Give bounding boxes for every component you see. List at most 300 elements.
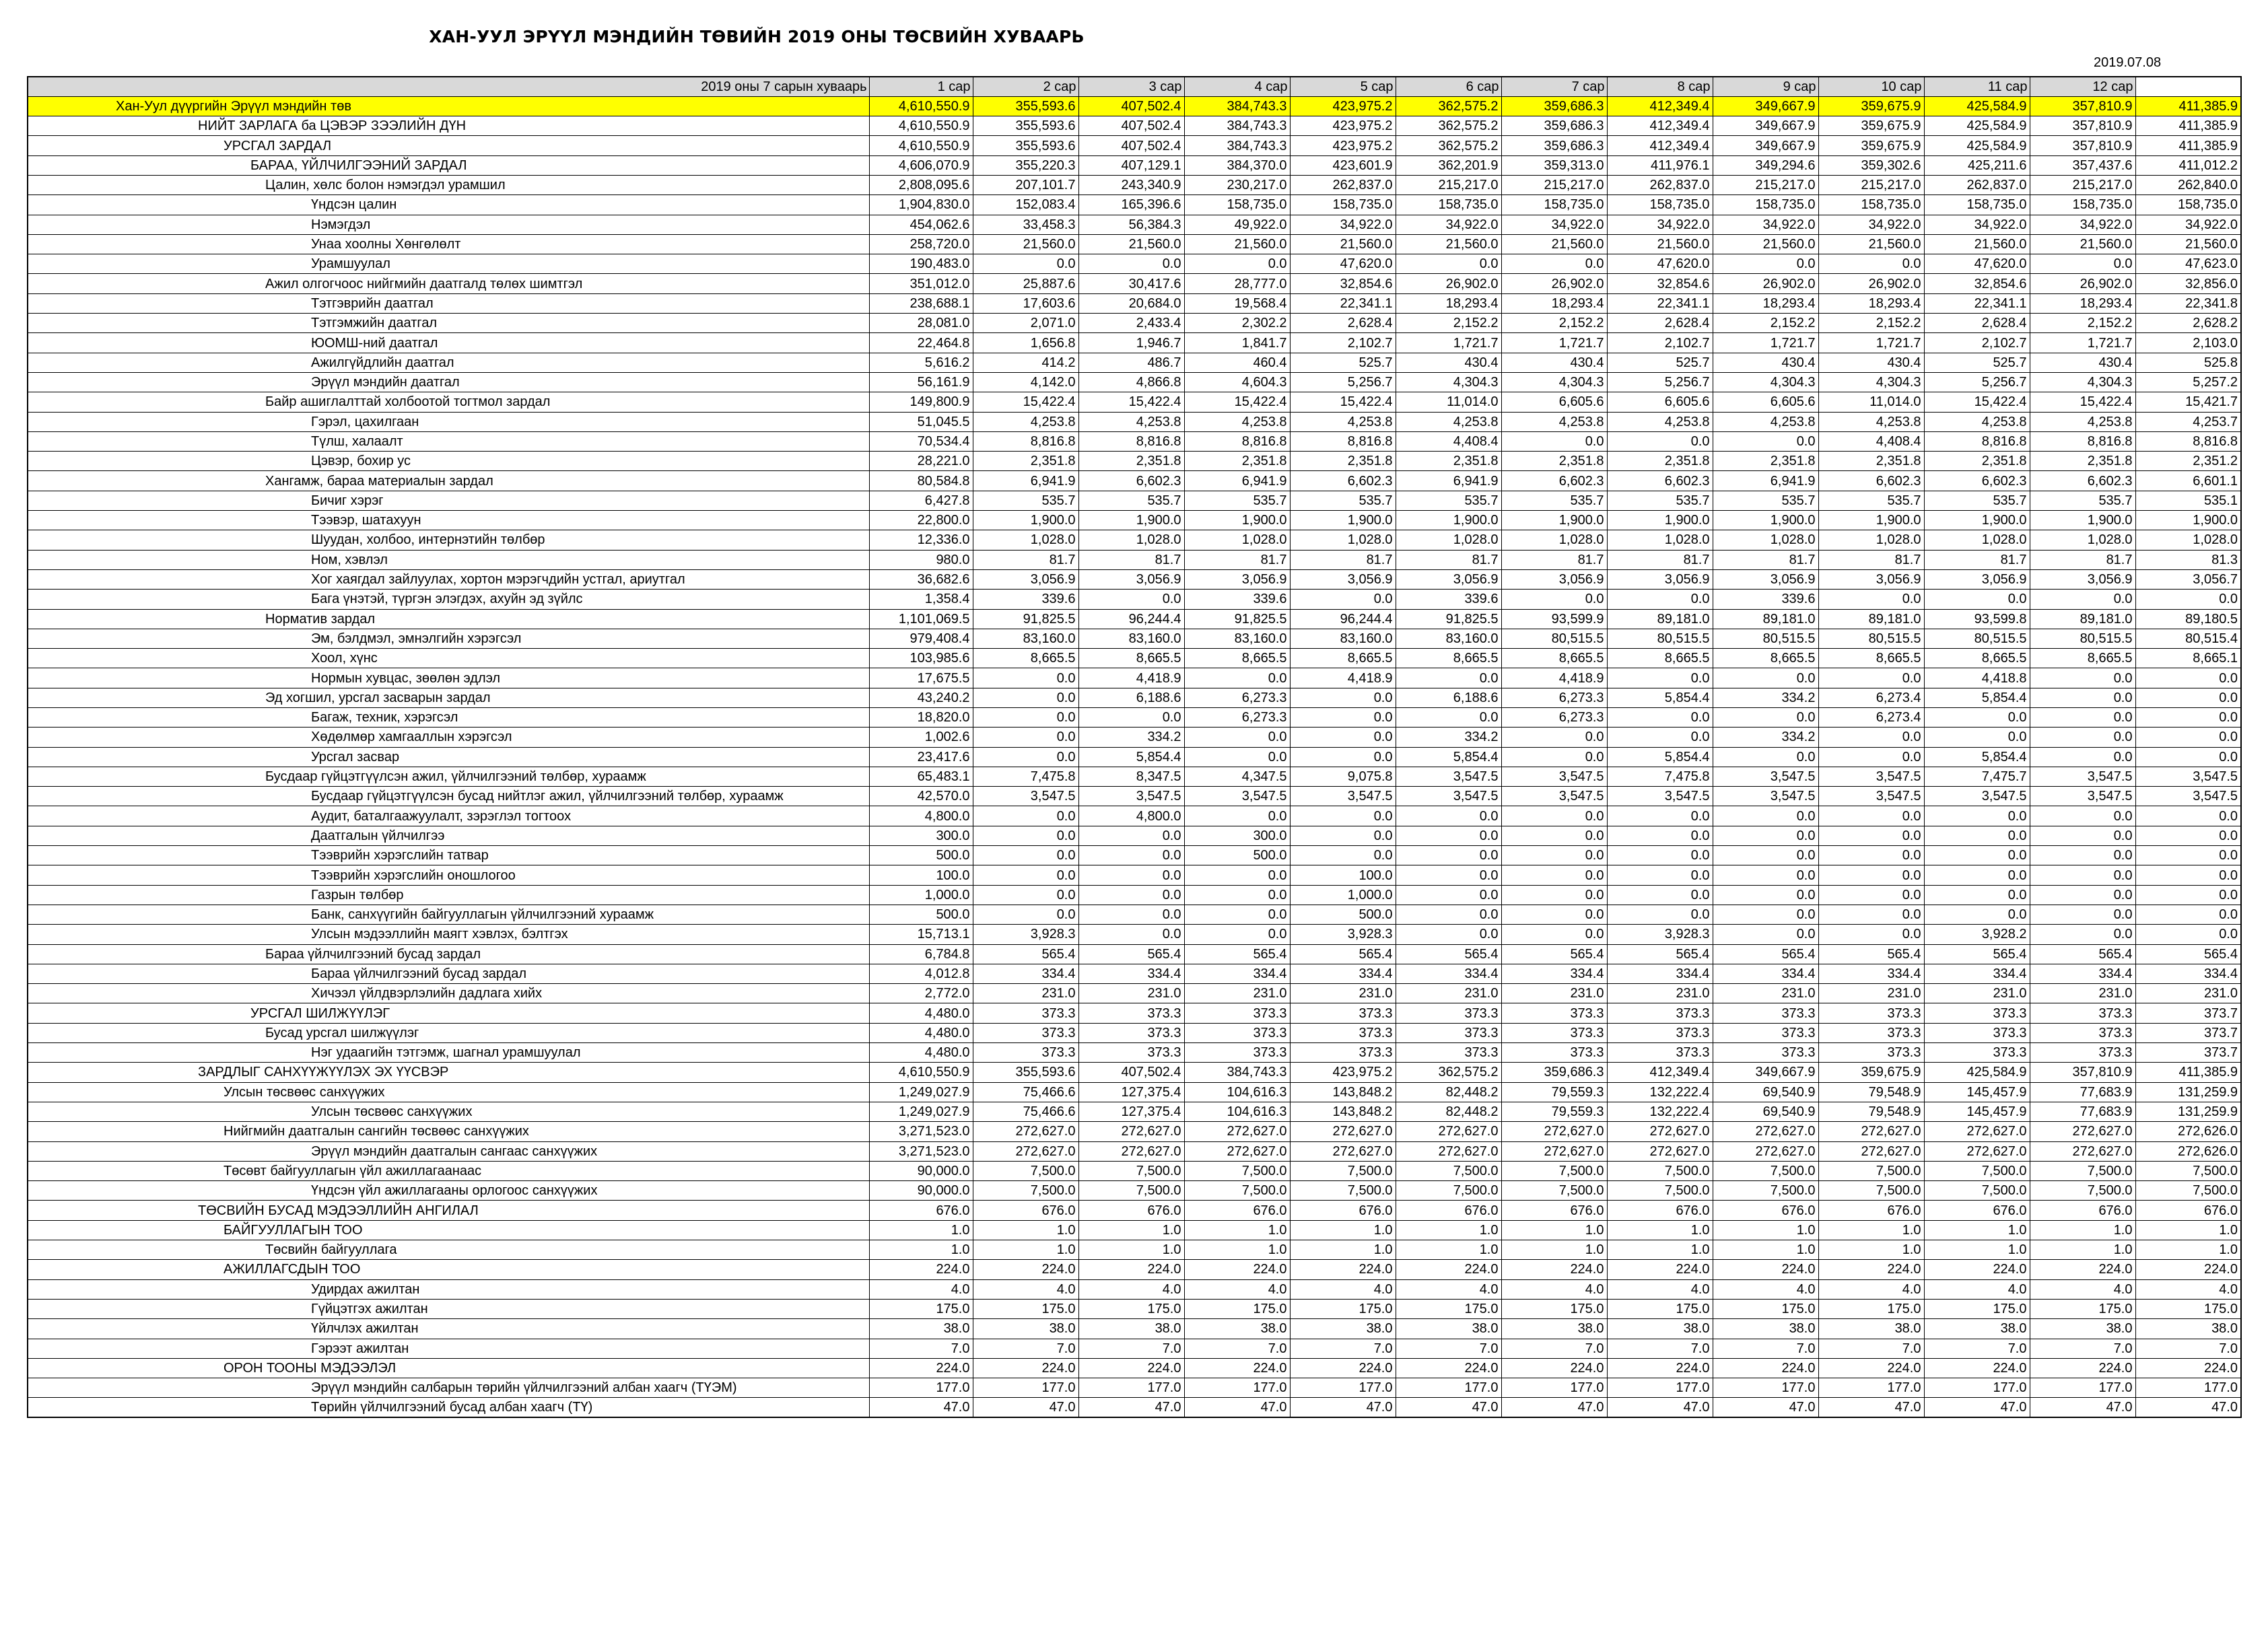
month-value-cell: 262,840.0 (2135, 175, 2241, 194)
month-value-cell: 423,975.2 (1290, 1063, 1396, 1082)
month-value-cell: 7.0 (1818, 1339, 1924, 1358)
month-value-cell: 4,253.8 (1396, 412, 1501, 431)
month-value-cell: 565.4 (1396, 944, 1501, 964)
month-value-cell: 132,222.4 (1607, 1082, 1713, 1102)
month-value-cell: 565.4 (2135, 944, 2241, 964)
month-value-cell: 535.7 (1501, 491, 1607, 510)
month-value-cell: 373.3 (1818, 1003, 1924, 1023)
month-value-cell: 1,028.0 (973, 530, 1078, 550)
month-value-cell: 3,056.9 (1396, 569, 1501, 589)
month-value-cell: 177.0 (2030, 1378, 2135, 1398)
month-value-cell: 373.3 (1924, 1043, 2030, 1063)
month-value-cell: 0.0 (1818, 846, 1924, 865)
month-value-cell: 6,941.9 (1396, 471, 1501, 491)
month-value-cell: 373.3 (1924, 1023, 2030, 1042)
month-value-cell: 0.0 (973, 728, 1078, 747)
month-value-cell: 349,294.6 (1713, 155, 1818, 175)
month-value-cell: 525.7 (1290, 353, 1396, 372)
month-value-cell: 231.0 (1713, 984, 1818, 1003)
month-value-cell: 2,102.7 (1924, 333, 2030, 353)
month-value-cell: 0.0 (973, 668, 1078, 688)
month-value-cell: 2,628.4 (1607, 314, 1713, 333)
month-value-cell: 22,341.1 (1924, 293, 2030, 313)
month-value-cell: 373.3 (1713, 1003, 1818, 1023)
month-value-cell: 4.0 (973, 1279, 1078, 1299)
month-value-cell: 131,259.9 (2135, 1082, 2241, 1102)
row-label: Хөдөлмөр хамгааллын хэрэгсэл (28, 728, 869, 747)
row-label: Хичээл үйлдвэрлэлийн дадлага хийх (28, 984, 869, 1003)
month-value-cell: 15,422.4 (2030, 392, 2135, 412)
table-row (28, 372, 2241, 392)
table-row (28, 274, 2241, 293)
month-value-cell: 47.0 (973, 1398, 1078, 1417)
month-value-cell: 272,627.0 (1184, 1141, 1290, 1161)
header-month-cell: 8 сар (1607, 77, 1713, 96)
month-value-cell: 362,575.2 (1396, 136, 1501, 155)
month-value-cell: 334.4 (1501, 964, 1607, 983)
month-value-cell: 158,735.0 (1607, 195, 1713, 215)
row-label: Үндсэн үйл ажиллагааны орлогоос санхүүжих (28, 1181, 869, 1201)
month-value-cell: 423,975.2 (1290, 96, 1396, 116)
table-row (28, 1181, 2241, 1201)
month-value-cell: 272,627.0 (1607, 1122, 1713, 1141)
month-value-cell: 0.0 (1184, 925, 1290, 944)
month-value-cell: 165,396.6 (1078, 195, 1184, 215)
month-value-cell: 224.0 (2135, 1358, 2241, 1378)
month-value-cell: 158,735.0 (1713, 195, 1818, 215)
month-value-cell: 38.0 (973, 1319, 1078, 1339)
month-value-cell: 2,351.8 (973, 452, 1078, 471)
month-value-cell: 75,466.6 (973, 1082, 1078, 1102)
month-value-cell: 26,902.0 (2030, 274, 2135, 293)
month-value-cell: 4.0 (1818, 1279, 1924, 1299)
row-label: Удирдах ажилтан (28, 1279, 869, 1299)
annual-total-cell: 1,000.0 (869, 885, 973, 905)
month-value-cell: 355,593.6 (973, 96, 1078, 116)
month-value-cell: 0.0 (1290, 806, 1396, 826)
month-value-cell: 0.0 (1713, 254, 1818, 274)
document-date: 2019.07.08 (2094, 55, 2162, 70)
month-value-cell: 1,721.7 (1396, 333, 1501, 353)
month-value-cell: 100.0 (1290, 865, 1396, 885)
annual-total-cell: 22,800.0 (869, 511, 973, 530)
month-value-cell: 1,900.0 (1501, 511, 1607, 530)
month-value-cell: 22,341.1 (1607, 293, 1713, 313)
month-value-cell: 7,500.0 (1924, 1181, 2030, 1201)
month-value-cell: 152,083.4 (973, 195, 1078, 215)
annual-total-cell: 4,610,550.9 (869, 96, 973, 116)
row-label: Бараа үйлчилгээний бусад зардал (28, 944, 869, 964)
month-value-cell: 373.3 (1078, 1043, 1184, 1063)
month-value-cell: 47.0 (1078, 1398, 1184, 1417)
month-value-cell: 1,900.0 (973, 511, 1078, 530)
month-value-cell: 1,900.0 (1924, 511, 2030, 530)
month-value-cell: 272,627.0 (1713, 1122, 1818, 1141)
month-value-cell: 81.7 (1713, 550, 1818, 569)
annual-total-cell: 224.0 (869, 1358, 973, 1378)
month-value-cell: 373.3 (1184, 1043, 1290, 1063)
month-value-cell: 535.1 (2135, 491, 2241, 510)
table-row (28, 806, 2241, 826)
month-value-cell: 334.4 (2135, 964, 2241, 983)
row-label: ЗАРДЛЫГ САНХҮҮЖҮҮЛЭХ ЭХ ҮҮСВЭР (28, 1063, 869, 1082)
row-label: Төсвийн байгууллага (28, 1240, 869, 1260)
month-value-cell: 272,627.0 (2030, 1141, 2135, 1161)
month-value-cell: 373.3 (1184, 1003, 1290, 1023)
month-value-cell: 411,385.9 (2135, 116, 2241, 136)
month-value-cell: 26,902.0 (1501, 274, 1607, 293)
row-label: Бага үнэтэй, түргэн элэгдэх, ахуйн эд зүйлс (28, 590, 869, 609)
annual-total-cell: 980.0 (869, 550, 973, 569)
month-value-cell: 3,056.9 (1818, 569, 1924, 589)
row-label: ЮОМШ-ний даатгал (28, 333, 869, 353)
month-value-cell: 2,351.8 (1290, 452, 1396, 471)
table-row (28, 234, 2241, 254)
month-value-cell: 1,900.0 (1396, 511, 1501, 530)
month-value-cell: 1,028.0 (1713, 530, 1818, 550)
month-value-cell: 7,500.0 (973, 1161, 1078, 1180)
month-value-cell: 676.0 (1078, 1201, 1184, 1220)
row-label: Ажилгүйдлийн даатгал (28, 353, 869, 372)
month-value-cell: 158,735.0 (1924, 195, 2030, 215)
month-value-cell: 4,304.3 (1713, 372, 1818, 392)
month-value-cell: 3,547.5 (1184, 787, 1290, 806)
month-value-cell: 0.0 (1818, 254, 1924, 274)
month-value-cell: 47,620.0 (1607, 254, 1713, 274)
month-value-cell: 7,475.8 (1607, 767, 1713, 786)
month-value-cell: 231.0 (1818, 984, 1924, 1003)
annual-total-cell: 4.0 (869, 1279, 973, 1299)
table-row (28, 1141, 2241, 1161)
month-value-cell: 1.0 (2030, 1220, 2135, 1240)
month-value-cell: 1,028.0 (1184, 530, 1290, 550)
month-value-cell: 262,837.0 (1924, 175, 2030, 194)
month-value-cell: 334.4 (1290, 964, 1396, 983)
month-value-cell: 38.0 (1713, 1319, 1818, 1339)
month-value-cell: 231.0 (1290, 984, 1396, 1003)
annual-total-cell: 4,606,070.9 (869, 155, 973, 175)
month-value-cell: 2,351.2 (2135, 452, 2241, 471)
month-value-cell: 7,500.0 (1607, 1181, 1713, 1201)
month-value-cell: 34,922.0 (1290, 215, 1396, 234)
month-value-cell: 0.0 (1078, 590, 1184, 609)
annual-total-cell: 5,616.2 (869, 353, 973, 372)
month-value-cell: 373.3 (1924, 1003, 2030, 1023)
month-value-cell: 357,810.9 (2030, 1063, 2135, 1082)
month-value-cell: 5,854.4 (1924, 688, 2030, 707)
month-value-cell: 79,548.9 (1818, 1102, 1924, 1121)
month-value-cell: 6,602.3 (2030, 471, 2135, 491)
month-value-cell: 0.0 (2030, 688, 2135, 707)
month-value-cell: 158,735.0 (1818, 195, 1924, 215)
month-value-cell: 334.4 (1396, 964, 1501, 983)
month-value-cell: 6,941.9 (1184, 471, 1290, 491)
month-value-cell: 80,515.4 (2135, 629, 2241, 648)
month-value-cell: 4,304.3 (2030, 372, 2135, 392)
month-value-cell: 4.0 (1924, 1279, 2030, 1299)
month-value-cell: 3,547.5 (1713, 767, 1818, 786)
month-value-cell: 224.0 (1607, 1260, 1713, 1279)
budget-table (27, 76, 2242, 1418)
month-value-cell: 32,854.6 (1290, 274, 1396, 293)
month-value-cell: 1,028.0 (1501, 530, 1607, 550)
month-value-cell: 5,854.4 (1924, 747, 2030, 767)
month-value-cell: 0.0 (2135, 846, 2241, 865)
annual-total-cell: 38.0 (869, 1319, 973, 1339)
month-value-cell: 7,475.7 (1924, 767, 2030, 786)
month-value-cell: 0.0 (1290, 708, 1396, 728)
month-value-cell: 1.0 (1290, 1240, 1396, 1260)
row-label: Тэтгэмжийн даатгал (28, 314, 869, 333)
month-value-cell: 1.0 (1184, 1240, 1290, 1260)
month-value-cell: 8,665.5 (1078, 649, 1184, 668)
month-value-cell: 0.0 (1290, 747, 1396, 767)
annual-total-cell: 351,012.0 (869, 274, 973, 293)
month-value-cell: 91,825.5 (1396, 609, 1501, 629)
month-value-cell: 373.3 (2030, 1023, 2135, 1042)
month-value-cell: 6,273.3 (1501, 708, 1607, 728)
month-value-cell: 47.0 (1184, 1398, 1290, 1417)
month-value-cell: 104,616.3 (1184, 1102, 1290, 1121)
table-row (28, 333, 2241, 353)
month-value-cell: 3,928.3 (1290, 925, 1396, 944)
table-row (28, 1299, 2241, 1318)
month-value-cell: 334.2 (1713, 688, 1818, 707)
month-value-cell: 0.0 (2135, 806, 2241, 826)
month-value-cell: 8,816.8 (973, 431, 1078, 451)
row-label: Хог хаягдал зайлуулах, хортон мэрэгчдийн устгал, ариутгал (28, 569, 869, 589)
month-value-cell: 3,547.5 (1924, 787, 2030, 806)
month-value-cell: 0.0 (1607, 865, 1713, 885)
month-value-cell: 7,500.0 (1184, 1161, 1290, 1180)
month-value-cell: 4,253.8 (1290, 412, 1396, 431)
month-value-cell: 8,665.5 (1501, 649, 1607, 668)
annual-total-cell: 2,772.0 (869, 984, 973, 1003)
month-value-cell: 15,422.4 (1924, 392, 2030, 412)
month-value-cell: 91,825.5 (973, 609, 1078, 629)
document-title: ХАН-УУЛ ЭРҮҮЛ МЭНДИЙН ТӨВИЙН 2019 ОНЫ ТӨСВИЙН ХУВААРЬ (429, 27, 1085, 46)
month-value-cell: 1.0 (973, 1220, 1078, 1240)
month-value-cell: 0.0 (1713, 708, 1818, 728)
month-value-cell: 21,560.0 (1924, 234, 2030, 254)
month-value-cell: 5,256.7 (1607, 372, 1713, 392)
month-value-cell: 6,273.3 (1184, 688, 1290, 707)
month-value-cell: 81.7 (1184, 550, 1290, 569)
month-value-cell: 0.0 (1501, 254, 1607, 274)
month-value-cell: 0.0 (1607, 905, 1713, 924)
month-value-cell: 82,448.2 (1396, 1102, 1501, 1121)
month-value-cell: 412,349.4 (1607, 96, 1713, 116)
month-value-cell: 0.0 (1396, 806, 1501, 826)
month-value-cell: 0.0 (1396, 925, 1501, 944)
month-value-cell: 411,976.1 (1607, 155, 1713, 175)
month-value-cell: 535.7 (1078, 491, 1184, 510)
month-value-cell: 89,181.0 (1607, 609, 1713, 629)
row-label: УРСГАЛ ЗАРДАЛ (28, 136, 869, 155)
month-value-cell: 349,667.9 (1713, 136, 1818, 155)
month-value-cell: 2,628.4 (1924, 314, 2030, 333)
month-value-cell: 215,217.0 (1713, 175, 1818, 194)
month-value-cell: 412,349.4 (1607, 1063, 1713, 1082)
month-value-cell: 535.7 (1184, 491, 1290, 510)
month-value-cell: 207,101.7 (973, 175, 1078, 194)
table-row (28, 569, 2241, 589)
month-value-cell: 3,056.9 (1713, 569, 1818, 589)
header-month-cell: 3 сар (1078, 77, 1184, 96)
annual-total-cell: 4,480.0 (869, 1003, 973, 1023)
month-value-cell: 2,628.2 (2135, 314, 2241, 333)
month-value-cell: 33,458.3 (973, 215, 1078, 234)
month-value-cell: 373.7 (2135, 1043, 2241, 1063)
month-value-cell: 565.4 (1290, 944, 1396, 964)
month-value-cell: 2,102.7 (1607, 333, 1713, 353)
month-value-cell: 21,560.0 (1396, 234, 1501, 254)
month-value-cell: 5,854.4 (1607, 747, 1713, 767)
month-value-cell: 80,515.5 (1713, 629, 1818, 648)
annual-total-cell: 258,720.0 (869, 234, 973, 254)
month-value-cell: 0.0 (1924, 905, 2030, 924)
month-value-cell: 412,349.4 (1607, 136, 1713, 155)
table-row (28, 392, 2241, 412)
annual-total-cell: 500.0 (869, 905, 973, 924)
month-value-cell: 224.0 (1184, 1260, 1290, 1279)
row-label: Банк, санхүүгийн байгууллагын үйлчилгээний хураамж (28, 905, 869, 924)
month-value-cell: 4,304.3 (1818, 372, 1924, 392)
month-value-cell: 3,928.3 (973, 925, 1078, 944)
row-label: БАЙГУУЛЛАГЫН ТОО (28, 1220, 869, 1240)
month-value-cell: 89,181.0 (1713, 609, 1818, 629)
month-value-cell: 132,222.4 (1607, 1102, 1713, 1121)
month-value-cell: 20,684.0 (1078, 293, 1184, 313)
month-value-cell: 4,418.8 (1924, 668, 2030, 688)
month-value-cell: 0.0 (1924, 708, 2030, 728)
month-value-cell: 373.3 (2030, 1003, 2135, 1023)
month-value-cell: 0.0 (2030, 590, 2135, 609)
row-label: Урамшуулал (28, 254, 869, 274)
month-value-cell: 2,351.8 (2030, 452, 2135, 471)
month-value-cell: 2,152.2 (1713, 314, 1818, 333)
month-value-cell: 1,721.7 (1713, 333, 1818, 353)
annual-total-cell: 12,336.0 (869, 530, 973, 550)
month-value-cell: 224.0 (973, 1260, 1078, 1279)
month-value-cell: 0.0 (1396, 708, 1501, 728)
table-row (28, 195, 2241, 215)
month-value-cell: 334.4 (1818, 964, 1924, 983)
month-value-cell: 34,922.0 (2135, 215, 2241, 234)
month-value-cell: 4,604.3 (1184, 372, 1290, 392)
month-value-cell: 224.0 (1290, 1358, 1396, 1378)
table-row (28, 314, 2241, 333)
month-value-cell: 362,575.2 (1396, 1063, 1501, 1082)
month-value-cell: 1,028.0 (1818, 530, 1924, 550)
header-month-cell: 4 сар (1184, 77, 1290, 96)
month-value-cell: 175.0 (1184, 1299, 1290, 1318)
month-value-cell: 6,602.3 (1501, 471, 1607, 491)
month-value-cell: 0.0 (1924, 826, 2030, 845)
month-value-cell: 131,259.9 (2135, 1102, 2241, 1121)
month-value-cell: 676.0 (973, 1201, 1078, 1220)
row-label: Нийгмийн даатгалын сангийн төсвөөс санхүүжих (28, 1122, 869, 1141)
month-value-cell: 175.0 (973, 1299, 1078, 1318)
row-label: Улсын мэдээллийн маягт хэвлэх, бэлтгэх (28, 925, 869, 944)
month-value-cell: 423,975.2 (1290, 116, 1396, 136)
month-value-cell: 535.7 (2030, 491, 2135, 510)
annual-total-cell: 1.0 (869, 1220, 973, 1240)
row-label: Норматив зардал (28, 609, 869, 629)
month-value-cell: 56,384.3 (1078, 215, 1184, 234)
month-value-cell: 425,584.9 (1924, 96, 2030, 116)
month-value-cell: 4,253.8 (1924, 412, 2030, 431)
month-value-cell: 373.3 (1713, 1043, 1818, 1063)
month-value-cell: 565.4 (1607, 944, 1713, 964)
row-label: Эрүүл мэндийн даатгал (28, 372, 869, 392)
month-value-cell: 676.0 (2030, 1201, 2135, 1220)
annual-total-cell: 4,480.0 (869, 1023, 973, 1042)
month-value-cell: 359,686.3 (1501, 136, 1607, 155)
month-value-cell: 414.2 (973, 353, 1078, 372)
month-value-cell: 34,922.0 (2030, 215, 2135, 234)
annual-total-cell: 17,675.5 (869, 668, 973, 688)
month-value-cell: 80,515.5 (1924, 629, 2030, 648)
table-row (28, 116, 2241, 136)
month-value-cell: 4,800.0 (1078, 806, 1184, 826)
month-value-cell: 224.0 (1396, 1358, 1501, 1378)
month-value-cell: 1,900.0 (1078, 511, 1184, 530)
month-value-cell: 2,102.7 (1290, 333, 1396, 353)
month-value-cell: 0.0 (973, 905, 1078, 924)
month-value-cell: 349,667.9 (1713, 96, 1818, 116)
annual-total-cell: 4,800.0 (869, 806, 973, 826)
month-value-cell: 339.6 (1396, 590, 1501, 609)
table-row (28, 590, 2241, 609)
month-value-cell: 0.0 (1924, 865, 2030, 885)
month-value-cell: 0.0 (1818, 826, 1924, 845)
row-label: Нормын хувцас, зөөлөн эдлэл (28, 668, 869, 688)
month-value-cell: 21,560.0 (1290, 234, 1396, 254)
month-value-cell: 75,466.6 (973, 1102, 1078, 1121)
header-month-cell: 7 сар (1501, 77, 1607, 96)
month-value-cell: 0.0 (1501, 431, 1607, 451)
month-value-cell: 373.3 (1290, 1043, 1396, 1063)
month-value-cell: 384,743.3 (1184, 1063, 1290, 1082)
annual-total-cell: 177.0 (869, 1378, 973, 1398)
table-row (28, 609, 2241, 629)
month-value-cell: 0.0 (1607, 826, 1713, 845)
month-value-cell: 334.4 (1607, 964, 1713, 983)
month-value-cell: 7,500.0 (1078, 1181, 1184, 1201)
month-value-cell: 47.0 (2135, 1398, 2241, 1417)
month-value-cell: 7.0 (1290, 1339, 1396, 1358)
month-value-cell: 7,500.0 (973, 1181, 1078, 1201)
month-value-cell: 81.7 (973, 550, 1078, 569)
month-value-cell: 224.0 (2030, 1358, 2135, 1378)
table-row (28, 550, 2241, 569)
month-value-cell: 0.0 (1501, 590, 1607, 609)
month-value-cell: 224.0 (1184, 1358, 1290, 1378)
annual-total-cell: 103,985.6 (869, 649, 973, 668)
month-value-cell: 2,628.4 (1290, 314, 1396, 333)
month-value-cell: 373.7 (2135, 1023, 2241, 1042)
month-value-cell: 373.3 (1818, 1023, 1924, 1042)
month-value-cell: 231.0 (2135, 984, 2241, 1003)
month-value-cell: 0.0 (2030, 708, 2135, 728)
month-value-cell: 0.0 (1818, 806, 1924, 826)
month-value-cell: 0.0 (1501, 925, 1607, 944)
month-value-cell: 0.0 (973, 688, 1078, 707)
month-value-cell: 47.0 (1396, 1398, 1501, 1417)
month-value-cell: 4,304.3 (1501, 372, 1607, 392)
month-value-cell: 8,665.5 (1607, 649, 1713, 668)
